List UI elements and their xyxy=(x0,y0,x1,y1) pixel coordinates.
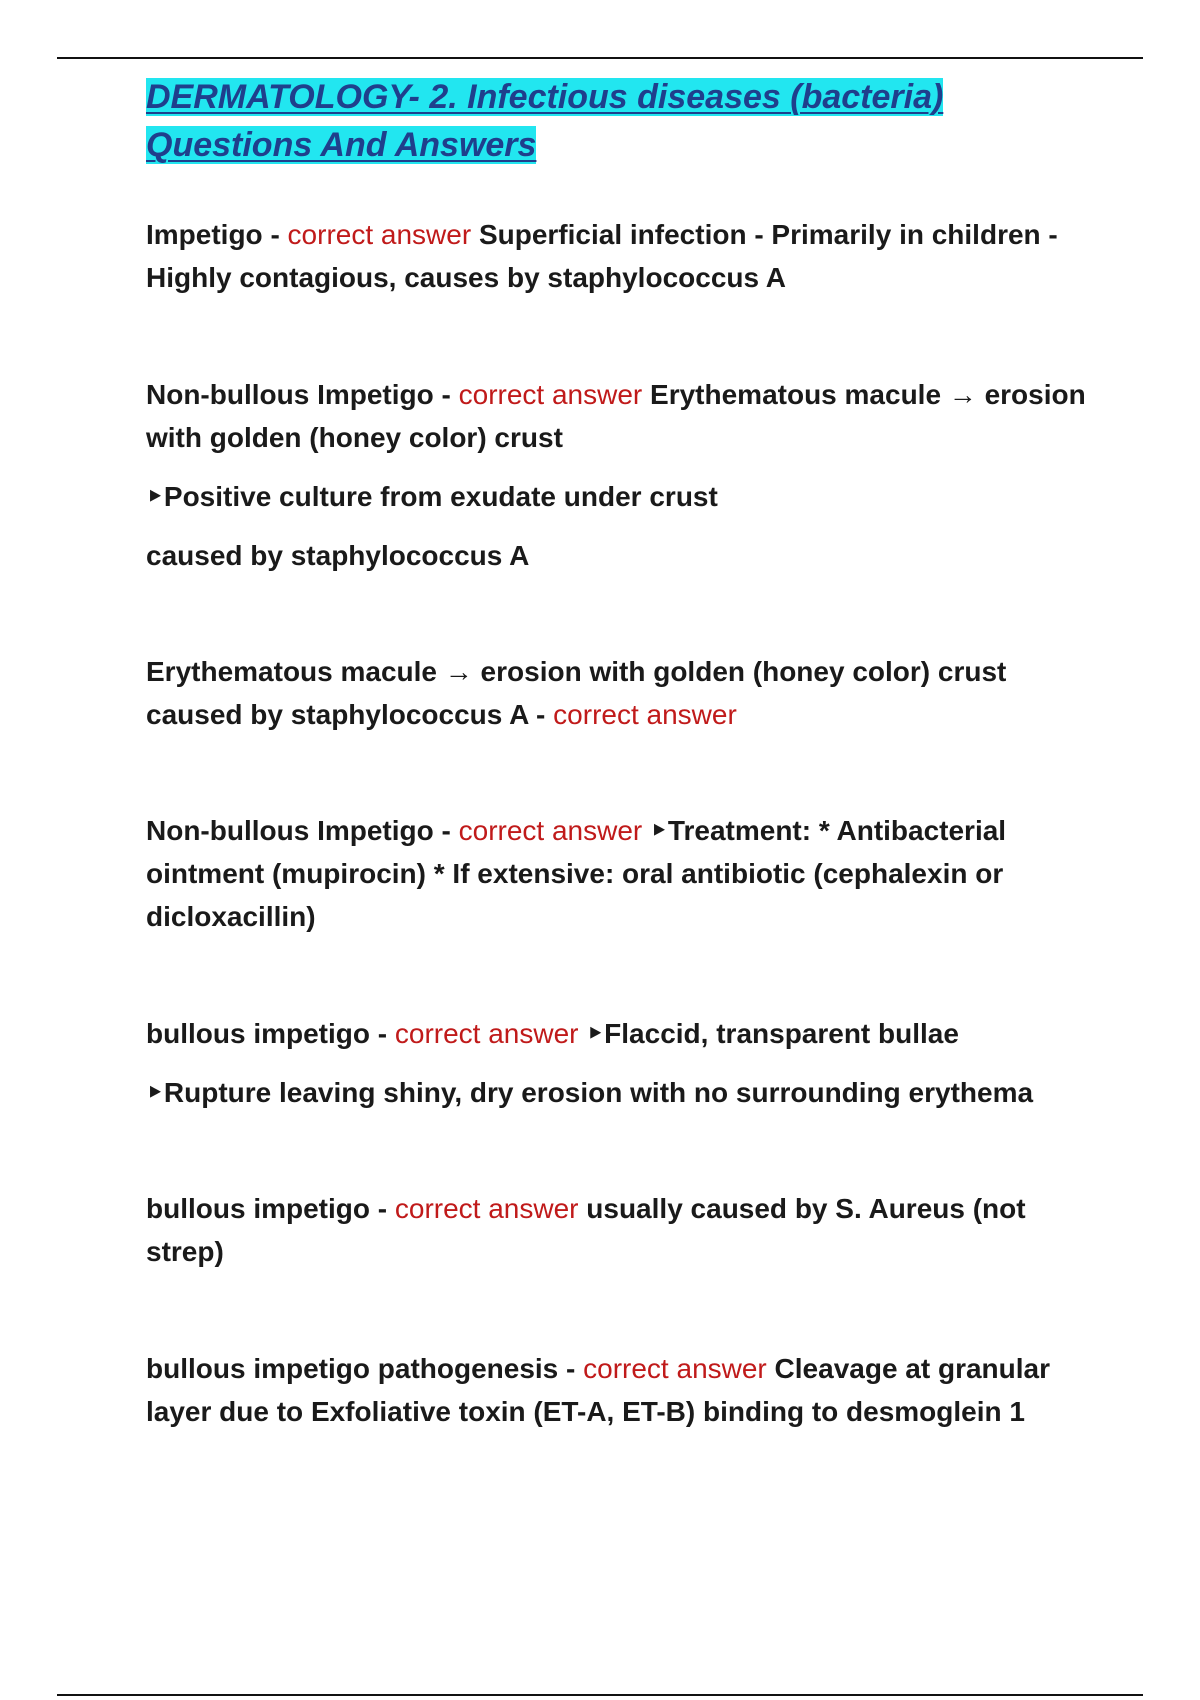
question-term: bullous impetigo - xyxy=(146,1018,395,1049)
question-term: Non-bullous Impetigo - xyxy=(146,379,459,410)
correct-answer-label: correct answer xyxy=(583,1353,767,1384)
qa-entry-5 xyxy=(146,1012,1086,1114)
answer-detail: ‣Rupture leaving shiny, dry erosion with no surrounding erythema xyxy=(146,1077,1034,1108)
document-title xyxy=(146,73,1086,169)
document-page xyxy=(146,73,1086,1433)
qa-entry-4 xyxy=(146,809,1086,938)
answer-detail: caused by staphylococcus A xyxy=(146,540,530,571)
qa-entry-7 xyxy=(146,1347,1086,1433)
question-term: Non-bullous Impetigo - xyxy=(146,815,459,846)
correct-answer-label: correct answer xyxy=(553,699,737,730)
answer-text: ‣Treatment: * Antibacterial ointment (mupirocin) * If extensive: oral antibiotic (cephalexin or dicloxacillin) xyxy=(146,815,1007,932)
qa-entry-text xyxy=(146,1347,1086,1433)
qa-entry-text xyxy=(146,1012,1086,1055)
correct-answer-label: correct answer xyxy=(287,219,472,250)
question-term: Erythematous macule → erosion with golden (honey color) crust caused by staphylococcus A - xyxy=(146,656,1007,730)
answer-text: Erythematous macule → erosion with golden (honey color) crust xyxy=(146,379,1086,453)
correct-answer-label: correct answer xyxy=(458,815,643,846)
answer-detail: ‣Positive culture from exudate under crust xyxy=(146,481,718,512)
correct-answer-label: correct answer xyxy=(458,379,643,410)
qa-entry-3 xyxy=(146,650,1086,736)
qa-entry-text xyxy=(146,650,1086,736)
answer-text: ‣Flaccid, transparent bullae xyxy=(586,1018,959,1049)
answer-text: Cleavage at granular layer due to Exfoliative toxin (ET-A, ET-B) binding to desmoglein 1 xyxy=(146,1353,1050,1427)
qa-entry-text xyxy=(146,1187,1086,1273)
answer-text: usually caused by S. Aureus (not strep) xyxy=(146,1193,1026,1267)
qa-entry-6 xyxy=(146,1187,1086,1273)
correct-answer-label: correct answer xyxy=(394,1193,579,1224)
answer-text: Superficial infection - Primarily in children - Highly contagious, causes by staphylococcus A xyxy=(146,219,1058,293)
top-divider xyxy=(57,57,1143,59)
qa-entry-text xyxy=(146,809,1086,938)
qa-list xyxy=(146,213,1086,1433)
qa-entry-text xyxy=(146,373,1086,459)
correct-answer-label: correct answer xyxy=(394,1018,579,1049)
question-term: bullous impetigo pathogenesis - xyxy=(146,1353,584,1384)
question-term: Impetigo - xyxy=(146,219,288,250)
title-line-1: DERMATOLOGY- 2. Infectious diseases (bacteria) xyxy=(146,78,944,116)
qa-entry-1 xyxy=(146,213,1086,299)
qa-entry-text xyxy=(146,213,1086,299)
question-term: bullous impetigo - xyxy=(146,1193,395,1224)
bottom-divider xyxy=(57,1694,1143,1696)
title-line-2: Questions And Answers xyxy=(146,126,537,164)
qa-entry-2 xyxy=(146,373,1086,577)
